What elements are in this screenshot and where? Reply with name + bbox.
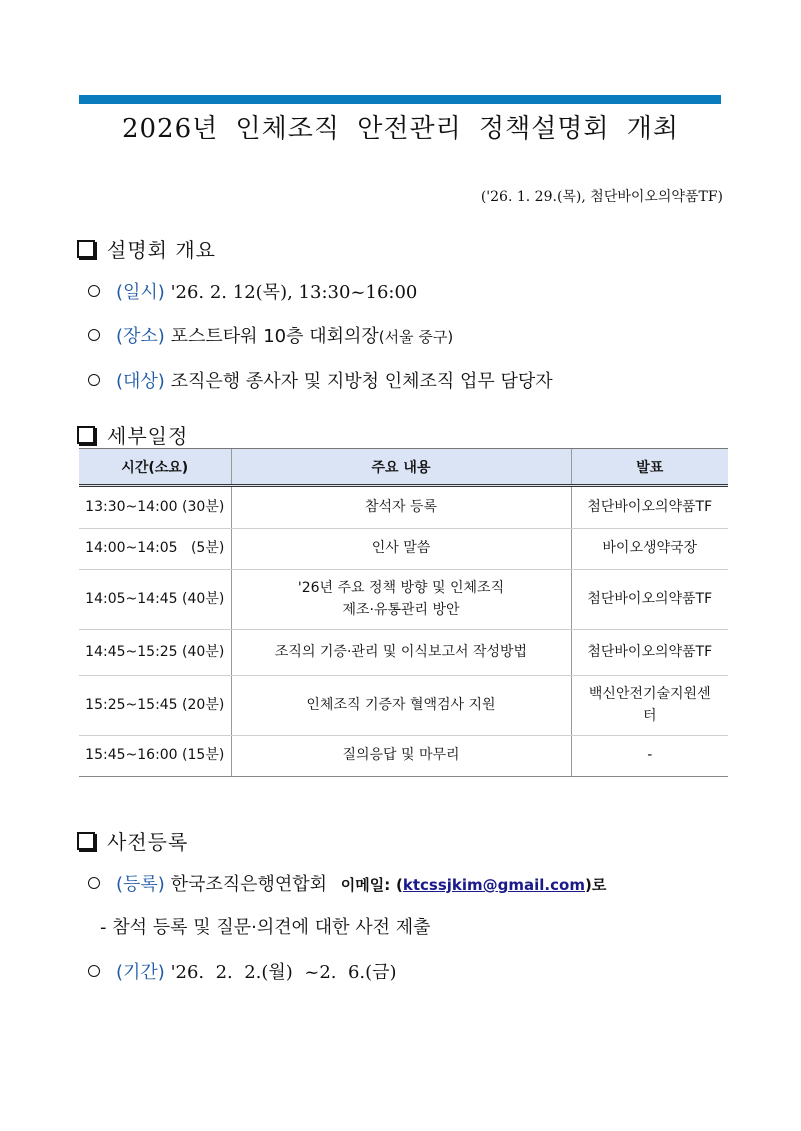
cell-content-line-2: 제조·유통관리 방안 [342, 601, 460, 618]
table-row [79, 529, 728, 570]
cell-time: 14:00~14:05 (5분) [79, 529, 231, 570]
section-registration-heading: 사전등록 [77, 826, 188, 855]
cell-presenter-line-2: 터 [642, 707, 657, 724]
title-bar-accent [79, 95, 721, 104]
circle-bullet-icon [88, 329, 100, 341]
cell-presenter [571, 676, 728, 736]
checkbox-square-icon [77, 240, 95, 258]
checkbox-square-icon [77, 832, 95, 850]
cell-time: 14:45~15:25 (40분) [79, 630, 231, 676]
overview-item-date: (일시) '26. 2. 12(목), 13:30~16:00 [88, 278, 417, 304]
circle-bullet-icon [88, 877, 100, 889]
section-overview-heading: 설명회 개요 [77, 234, 216, 263]
table-header-row [79, 449, 728, 486]
cell-content: 참석자 등록 [231, 486, 571, 529]
circle-bullet-icon [88, 285, 100, 297]
table-row [79, 486, 728, 529]
page-title: 2026년 인체조직 안전관리 정책설명회 개최 [121, 114, 680, 144]
column-header-content: 주요 내용 [231, 449, 571, 486]
column-header-presenter: 발표 [571, 449, 728, 486]
cell-presenter: 바이오생약국장 [571, 529, 728, 570]
dateline: ('26. 1. 29.(목), 첨단바이오의약품TF) [480, 189, 723, 205]
cell-presenter-line-1: 백신안전기술지원센 [588, 685, 711, 702]
registration-org: (등록) 한국조직은행연합회 이메일: (ktcssjkim@gmail.com)로 [88, 870, 606, 896]
email-link[interactable]: ktcssjkim@gmail.com [402, 876, 585, 894]
section-schedule-heading: 세부일정 [77, 420, 188, 449]
cell-presenter: - [571, 736, 728, 777]
email-label: 이메일: [340, 876, 391, 894]
cell-presenter: 첨단바이오의약품TF [571, 570, 728, 630]
overview-item-venue: (장소) 포스트타워 10층 대회의장(서울 중구) [88, 322, 453, 348]
table-row [79, 676, 728, 736]
registration-note: - 참석 등록 및 질문·의견에 대한 사전 제출 [100, 917, 431, 938]
cell-content: 인사 말씀 [231, 529, 571, 570]
cell-content: 질의응답 및 마무리 [231, 736, 571, 777]
checkbox-square-icon [77, 426, 95, 444]
circle-bullet-icon [88, 965, 100, 977]
registration-period: (기간) '26. 2. 2.(월) ~2. 6.(금) [88, 958, 397, 984]
overview-item-audience: (대상) 조직은행 종사자 및 지방청 인체조직 업무 담당자 [88, 367, 553, 393]
circle-bullet-icon [88, 374, 100, 386]
cell-time: 15:45~16:00 (15분) [79, 736, 231, 777]
cell-time: 15:25~15:45 (20분) [79, 676, 231, 736]
cell-content: 인체조직 기증자 혈액검사 지원 [231, 676, 571, 736]
table-row [79, 736, 728, 777]
table-row [79, 570, 728, 630]
table-row [79, 630, 728, 676]
cell-time: 13:30~14:00 (30분) [79, 486, 231, 529]
cell-presenter: 첨단바이오의약품TF [571, 630, 728, 676]
cell-content [231, 570, 571, 630]
cell-content: 조직의 기증·관리 및 이식보고서 작성방법 [231, 630, 571, 676]
cell-time: 14:05~14:45 (40분) [79, 570, 231, 630]
cell-presenter: 첨단바이오의약품TF [571, 486, 728, 529]
cell-content-line-1: '26년 주요 정책 방향 및 인체조직 [297, 579, 505, 596]
column-header-time: 시간(소요) [79, 449, 231, 486]
schedule-table [79, 448, 728, 777]
